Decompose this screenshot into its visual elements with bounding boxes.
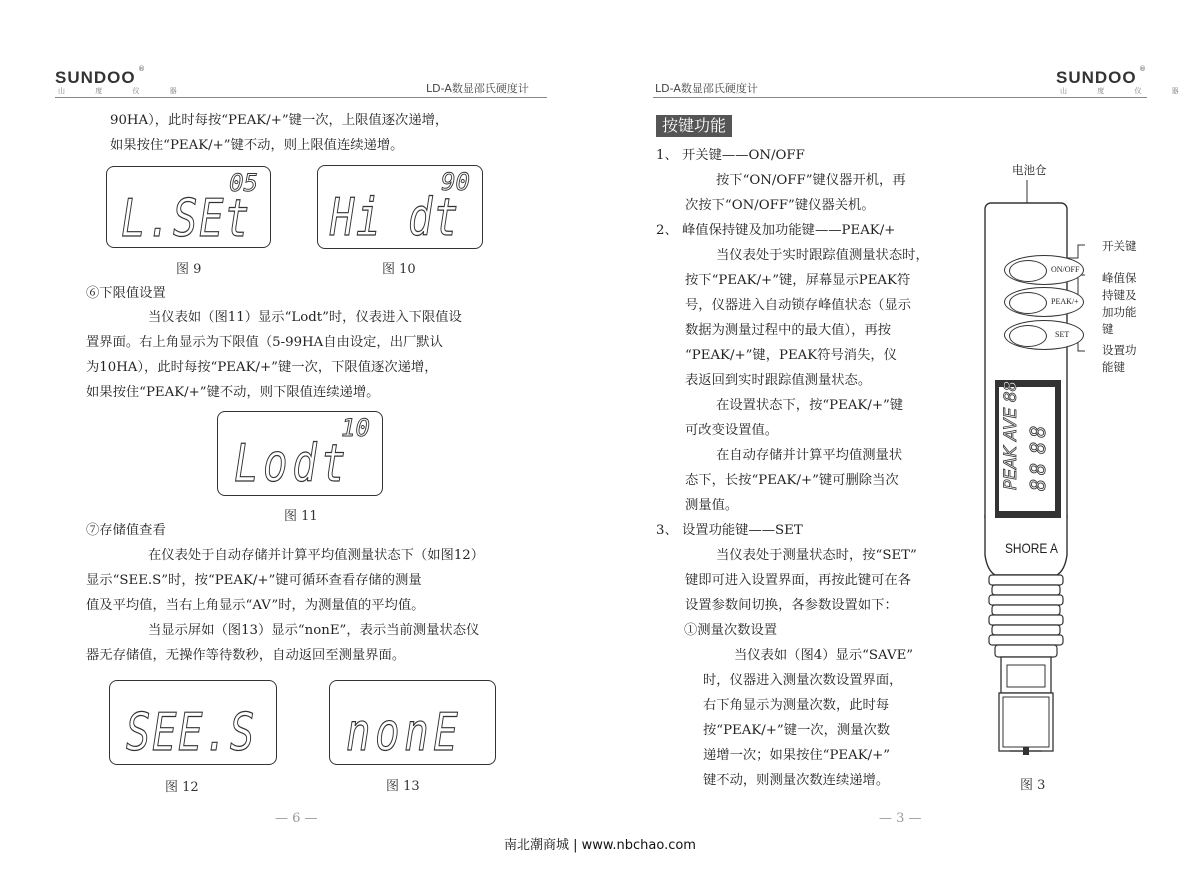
section-6-title: ⑥下限值设置 [86, 286, 166, 301]
left-brand-sub: 山 度 仪 器 [58, 87, 191, 95]
registered-mark: ® [138, 65, 145, 73]
set-button-label: SET [1055, 330, 1070, 339]
figure-9-lcd [106, 166, 271, 248]
device-lcd-readout [1001, 381, 1021, 490]
section-7-line: 器无存储值，无操作等待数秒，自动返回至测量界面。 [86, 648, 406, 663]
lcd-main-text: Hi dt [330, 188, 460, 248]
item-2-title: 2、 峰值保持键及加功能键——PEAK/+ [656, 223, 896, 238]
item-2-line: 可改变设置值。 [685, 423, 779, 438]
item-1-line: 次按下“ON/OFF”键仪器关机。 [685, 198, 875, 213]
figure-10-lcd [317, 165, 483, 249]
item-2-line: 号，仪器进入自动锁存峰值状态（显示 [685, 298, 912, 313]
lcd-main-text: Lodt [234, 434, 351, 494]
item-2-line: 当仪表处于实时跟踪值测量状态时， [716, 248, 929, 263]
right-header-title: LD-A数显邵氏硬度计 [655, 82, 758, 95]
battery-label: 电池仓 [1012, 163, 1047, 177]
key-function-section-title: 按键功能 [656, 115, 732, 137]
item-2-line: 在自动存储并计算平均值测量状 [716, 448, 903, 463]
item-3-line: 键即可进入设置界面，再按此键可在各 [685, 573, 912, 588]
figure-9-caption: 图 9 [176, 262, 202, 277]
figure-11-lcd [217, 411, 383, 496]
on-off-button-label: ON/OFF [1051, 265, 1080, 274]
set-key-label-line: 能键 [1102, 360, 1125, 374]
item-2-line: 按下“PEAK/+”键，屏幕显示PEAK符 [685, 273, 911, 288]
item-3-title: 3、 设置功能键——SET [656, 523, 803, 538]
left-brand-logo: SUNDOO [55, 68, 136, 87]
section-6-line: 为10HA），此时每按“PEAK/+”键一次，下限值逐次递增， [86, 360, 438, 375]
set-key-label [1102, 342, 1137, 376]
figure-12-caption: 图 12 [165, 780, 199, 795]
peak-key-label [1102, 270, 1137, 338]
sub-1-line: 键不动，则测量次数连续递增。 [703, 773, 890, 788]
section-7-line: 当显示屏如（图13）显示“nonE”，表示当前测量状态仪 [148, 623, 480, 638]
item-1-line: 按下“ON/OFF”键仪器开机，再 [716, 173, 906, 188]
sub-1-line: 当仪表如（图4）显示“SAVE” [734, 648, 914, 663]
right-brand-sub: 山 度 仪 器 [1060, 87, 1193, 95]
peak-plus-button[interactable] [1004, 287, 1084, 317]
left-header-rule [55, 97, 547, 98]
sub-1-line: 按“PEAK/+”键一次，测量次数 [703, 723, 891, 738]
lcd-corner-value: 05 [229, 169, 258, 197]
figure-13-caption: 图 13 [386, 779, 420, 794]
lcd-corner-value: 90 [441, 168, 470, 196]
peak-key-label-line: 加功能 [1102, 305, 1137, 319]
footer-watermark: 南北潮商城 | www.nbchao.com [504, 838, 696, 853]
lcd-corner-value: 10 [341, 414, 370, 442]
figure-12-lcd [109, 680, 277, 765]
peak-plus-button-label: PEAK/+ [1051, 297, 1079, 306]
lcd-main-text: SEE.S [126, 703, 256, 763]
figure-13-lcd [329, 680, 496, 765]
item-1-title: 1、 开关键——ON/OFF [656, 148, 805, 163]
right-page-number: — 3 — [879, 811, 922, 826]
device-lcd-digits: 88 [1026, 421, 1050, 454]
figure-11-caption: 图 11 [284, 509, 318, 524]
item-3-line: 当仪表处于测量状态时，按“SET” [716, 548, 917, 563]
device-model-label: SHORE A [1005, 540, 1058, 556]
lcd-main-text: L.SEt [121, 189, 251, 249]
item-2-line: “PEAK/+”键，PEAK符号消失，仪 [685, 348, 897, 363]
item-2-line: 态下，长按“PEAK/+”键可删除当次 [685, 473, 899, 488]
section-7-line: 在仪表处于自动存储并计算平均值测量状态下（如图12） [148, 548, 485, 563]
peak-key-label-line: 持键及 [1102, 288, 1137, 302]
sub-1-line: 递增一次；如果按住“PEAK/+” [703, 748, 891, 763]
button-cap [1009, 292, 1047, 314]
peak-key-label-line: 键 [1102, 322, 1114, 336]
sub-1-line: 时，仪器进入测量次数设置界面， [703, 673, 903, 688]
item-2-line: 在设置状态下，按“PEAK/+”键 [716, 398, 904, 413]
lcd-main-text: nonE [346, 703, 463, 763]
registered-mark: ® [1139, 65, 1146, 73]
right-brand-logo: SUNDOO [1056, 68, 1137, 87]
figure-10-caption: 图 10 [382, 262, 416, 277]
left-header-title: LD-A数显邵氏硬度计 [426, 82, 529, 95]
peak-key-label-line: 峰值保 [1102, 271, 1137, 285]
device-lcd-digits-row [1026, 422, 1050, 491]
section-7-line: 显示“SEE.S”时，按“PEAK/+”键可循环查看存储的测量 [86, 573, 422, 588]
set-button[interactable] [1004, 320, 1084, 350]
on-off-key-label: 开关键 [1102, 239, 1137, 253]
section-7-line: 值及平均值，当右上角显示“AV”时，为测量值的平均值。 [86, 598, 425, 613]
item-3-line: 设置参数间切换，各参数设置如下： [685, 598, 898, 613]
figure-3-caption: 图 3 [1020, 778, 1046, 793]
sub-1-line: 右下角显示为测量次数，此时每 [703, 698, 890, 713]
item-2-line: 测量值。 [685, 498, 739, 513]
section-6-line: 当仪表如（图11）显示“Lodt”时，仪表进入下限值设 [148, 310, 462, 325]
device-lcd-digits: 88 [1026, 458, 1050, 491]
item-2-line: 数据为测量过程中的最大值），再按 [685, 323, 892, 338]
right-header-rule [653, 97, 1147, 98]
button-cap [1009, 260, 1047, 282]
section-6-line: 置界面。右上角显示为下限值（5-99HA自由设定，出厂默认 [86, 335, 443, 350]
section-6-line: 如果按住“PEAK/+”键不动，则下限值连续递增。 [86, 385, 380, 400]
sub-1-title: ①测量次数设置 [684, 623, 778, 638]
left-para-line: 如果按住“PEAK/+”键不动，则上限值连续递增。 [110, 138, 404, 153]
item-2-line: 表返回到实时跟踪值测量状态。 [685, 373, 872, 388]
section-7-title: ⑦存储值查看 [86, 523, 166, 538]
button-cap [1009, 325, 1047, 347]
left-para-line: 90HA），此时每按“PEAK/+”键一次，上限值逐次递增， [110, 113, 449, 128]
set-key-label-line: 设置功 [1102, 343, 1137, 357]
device-lcd-text: PEAK AVE 88 [1001, 380, 1021, 490]
on-off-button[interactable] [1004, 255, 1084, 285]
left-page-number: — 6 — [275, 811, 318, 826]
